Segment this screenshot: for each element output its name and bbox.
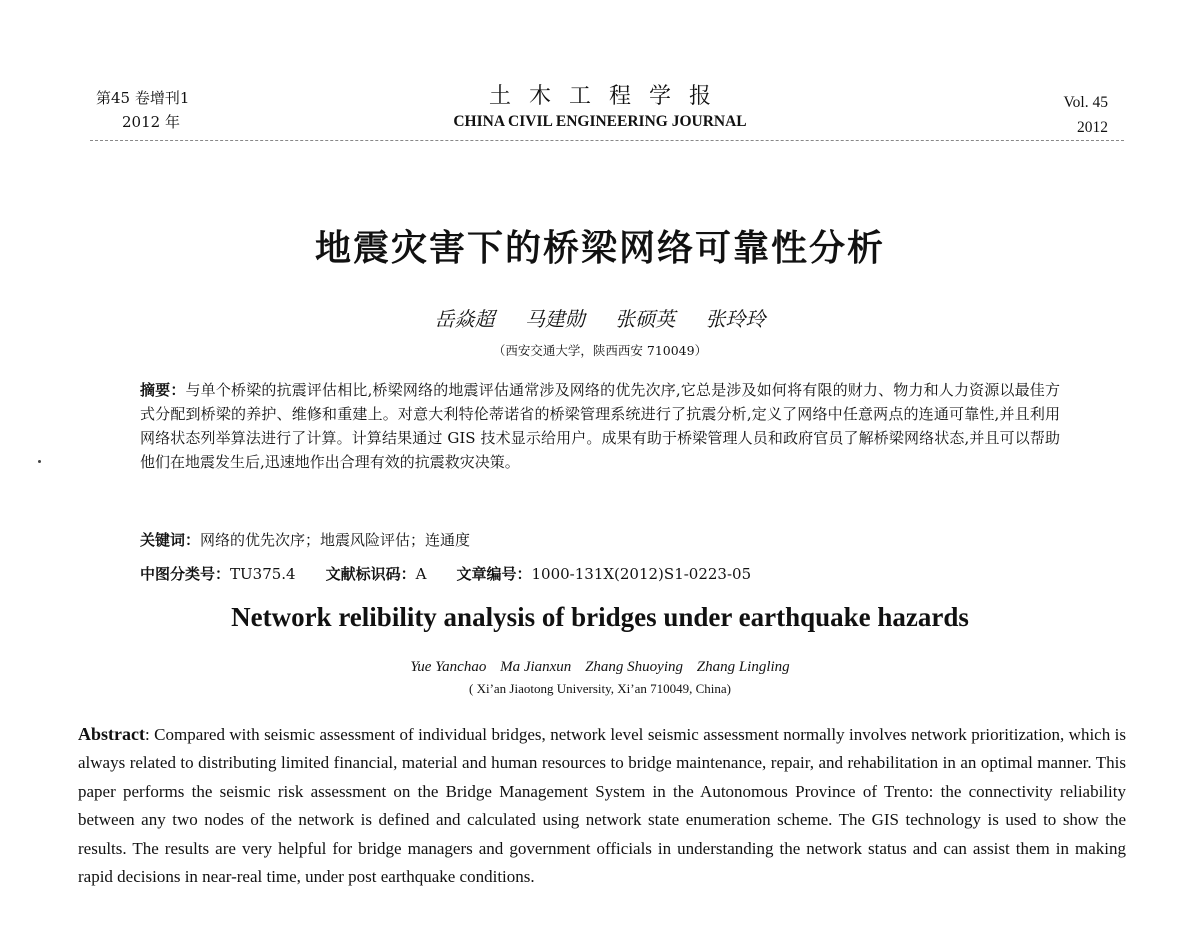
- abstract-label-zh: 摘要：: [140, 381, 186, 399]
- author-zh: 张硕英: [615, 307, 676, 331]
- article-no-label: 文章编号：: [456, 565, 532, 583]
- clc-label: 中图分类号：: [140, 565, 231, 583]
- year-zh: 2012 年: [122, 113, 180, 131]
- author-en: Ma Jianxun: [500, 659, 572, 675]
- author-zh: 张玲玲: [705, 307, 766, 331]
- clc-value: TU375.4: [230, 565, 296, 583]
- paper-title-en: Network relibility analysis of bridges under earthquake hazards: [231, 602, 969, 632]
- year-en: 2012: [1077, 119, 1108, 136]
- classification-line: [140, 563, 751, 584]
- author-en: Zhang Shuoying: [585, 659, 683, 675]
- running-header-right: [1063, 90, 1108, 140]
- keywords-text-zh: 网络的优先次序；地震风险评估；连通度: [200, 531, 471, 549]
- scan-speck: [38, 460, 41, 463]
- affiliation-en: ( Xi’an Jiaotong University, Xi’an 710049, China): [469, 681, 731, 696]
- journal-name-zh: 土木工程学报: [488, 84, 729, 109]
- abstract-sep-en: :: [144, 725, 155, 744]
- doc-code-label: 文献标识码：: [325, 565, 416, 583]
- abstract-label-en: Abstract: [78, 724, 145, 744]
- author-en: Yue Yanchao: [410, 659, 487, 675]
- abstract-text-en: Compared with seismic assessment of individual bridges, network level seismic assessment normally involves network prioritization, which is always related to distributing limited financial, material and human resources to bridge maintenance, repair, and rehabilitation in an optimal manner. This paper performs the seismic risk assessment on the Bridge Management System in the Autonomous Province of Trento: the connectivity reliability between any two nodes of the network is defined and calculated using network state enumeration scheme. The GIS technology is used to show the results. The results are very helpful for bridge managers and government officials in understanding the network status and can assist them in making rapid decisions in near-real time, under post earthquake conditions.: [78, 725, 1126, 887]
- keywords-zh: [140, 529, 470, 550]
- running-header-center: [0, 82, 1200, 132]
- author-list-en: [0, 659, 1200, 676]
- author-list-zh: [0, 303, 1200, 332]
- author-zh: 马建勋: [524, 307, 585, 331]
- journal-name-en: CHINA CIVIL ENGINEERING JOURNAL: [453, 113, 747, 130]
- article-no-value: 1000-131X(2012)S1-0223-05: [531, 565, 752, 583]
- abstract-text-zh: 与单个桥梁的抗震评估相比,桥梁网络的地震评估通常涉及网络的优先次序,它总是涉及如何将有限的财力、物力和人力资源以最佳方式分配到桥梁的养护、维修和重建上。对意大利特伦蒂诺省的桥梁管理系统进行了抗震分析,定义了网络中任意两点的连通可靠性,并且利用网络状态列举算法进行了计算。计算结果通过 GIS 技术显示给用户。成果有助于桥梁管理人员和政府官员了解桥梁网络状态,并且可以帮助他们在地震发生后,迅速地作出合理有效的抗震救灾决策。: [140, 381, 1060, 471]
- doc-code-value: A: [415, 565, 427, 583]
- header-divider: [90, 140, 1124, 141]
- paper-title-zh: 地震灾害下的桥梁网络可靠性分析: [314, 228, 885, 269]
- volume-en: Vol. 45: [1063, 94, 1108, 111]
- keywords-label-zh: 关键词：: [140, 531, 201, 549]
- affiliation-zh: （西安交通大学，陕西西安 710049）: [492, 343, 708, 358]
- author-zh: 岳焱超: [434, 307, 495, 331]
- author-en: Zhang Lingling: [696, 659, 790, 675]
- abstract-zh: [140, 378, 1060, 474]
- volume-issue: 第45 卷增刊1: [96, 89, 190, 107]
- abstract-en: [78, 720, 1126, 891]
